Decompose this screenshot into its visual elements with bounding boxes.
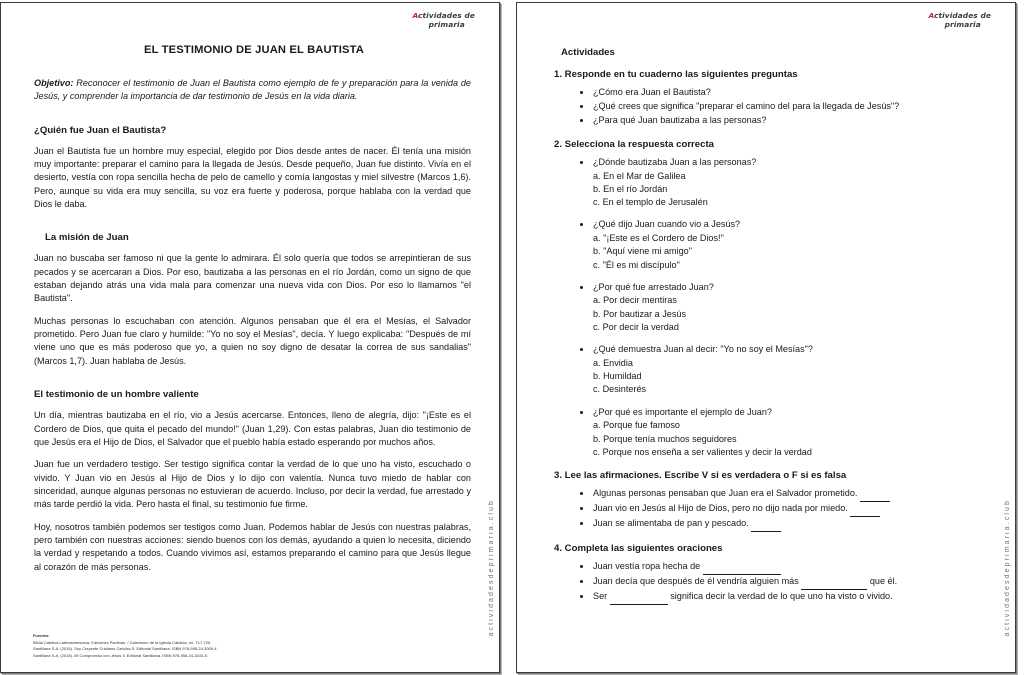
sentence-before: Juan decía que después de él vendría alguien más (593, 576, 802, 587)
list-item: ¿Cómo era Juan el Bautista? (593, 86, 993, 100)
answer-blank[interactable] (850, 502, 880, 517)
activity-1-heading: 1. Responde en tu cuaderno las siguientes preguntas (554, 69, 798, 80)
objective-text: Reconocer el testimonio de Juan el Bautista como ejemplo de fe y preparación para la venida de Jesús, y comprender la importancia de dar testimonio de Jesús en la vida diaria. (34, 78, 471, 102)
brand-logo (928, 12, 991, 29)
question-text: ¿Dónde bautizaba Juan a las personas? (593, 156, 757, 167)
list-item (593, 502, 993, 517)
list-item (593, 406, 993, 459)
question-text: ¿Por qué es importante el ejemplo de Juan? (593, 406, 772, 417)
objective-statement (34, 77, 471, 104)
option-list (593, 419, 993, 459)
option-list (593, 170, 993, 210)
list-item: ¿Qué crees que significa "preparar el camino del para la llegada de Jesús"? (593, 100, 993, 114)
section-heading-el-testimonio: El testimonio de un hombre valiente (34, 389, 199, 401)
brand-line1 (412, 11, 475, 20)
answer-blank[interactable] (610, 590, 668, 605)
option-list (593, 357, 993, 397)
statement-text: Algunas personas pensaban que Juan era el Salvador prometido. (593, 488, 858, 499)
activity-1-list (547, 86, 993, 128)
activity-4-heading: 4. Completa las siguientes oraciones (554, 543, 723, 555)
option-a[interactable]: a. Envidia (593, 357, 633, 368)
section-heading-quien-fue: ¿Quién fue Juan el Bautista? (34, 124, 167, 136)
question-text: ¿Por qué fue arrestado Juan? (593, 281, 714, 292)
option-a[interactable]: a. En el Mar de Galilea (593, 170, 686, 181)
sentence-before: Juan vestía ropa hecha de (593, 561, 703, 572)
brand-line1-rest: ctividades de (934, 11, 991, 20)
activity-2-heading: 2. Selecciona la respuesta correcta (554, 138, 714, 150)
brand-line2: primaria (944, 19, 981, 29)
activity-4-list (547, 560, 993, 605)
list-item (593, 560, 993, 575)
source-line: Santillana S.A. (2015). Soy Creyente Cristiano Católico 5. Editorial Santillana. ISBN 978-958-24-3005-4. (33, 646, 218, 652)
sentence-before: Ser (593, 591, 610, 602)
option-b[interactable]: b. Humildad (593, 371, 642, 382)
paragraph: Hoy, nosotros también podemos ser testigos como Juan. Podemos hablar de Jesús con nuestras palabras, pero también con nuestras acciones: siendo buenos con los demás, ayudando a quien lo necesita, diciendo la verdad y respetando a todos. Cuando vivimos así, estamos preparando el camino para que Jesús llegue al corazón de más personas. (34, 521, 471, 572)
brand-line2: primaria (428, 19, 465, 29)
option-b[interactable]: b. "Aquí viene mi amigo" (593, 246, 692, 257)
option-c[interactable]: c. Por decir la verdad (593, 321, 679, 332)
list-item (593, 575, 993, 590)
paragraph: Juan no buscaba ser famoso ni que la gente lo admirara. Él solo quería que todos se arrepintieran de sus pecados y se acercaran a Dios. Por eso, bautizaba a las personas en el río Jordán, como un signo de que estaban dejando atrás una vida mala para comenzar una nueva vida con Dios. Por eso lo llamamos "el Bautista". (34, 253, 471, 304)
site-watermark: actividadesdeprimaria.club (488, 498, 495, 636)
option-b[interactable]: b. Porque tenía muchos seguidores (593, 433, 737, 444)
sentence-after: significa decir la verdad de lo que uno ha visto o vivido. (667, 591, 893, 602)
sources-footer (33, 633, 218, 660)
option-c[interactable]: c. En el templo de Jerusalén (593, 197, 708, 208)
sources-label: Fuentes: (33, 632, 50, 638)
activity-2-list (547, 156, 993, 459)
option-list (593, 294, 993, 334)
page-title: EL TESTIMONIO DE JUAN EL BAUTISTA (143, 44, 364, 56)
list-item (593, 218, 993, 271)
brand-line1-rest: ctividades de (418, 11, 475, 20)
answer-blank[interactable] (801, 575, 867, 590)
list-item (593, 156, 993, 209)
brand-logo (412, 12, 475, 29)
statement-text: Juan vio en Jesús al Hijo de Dios, pero no dijo nada por miedo. (593, 503, 848, 514)
source-line: Biblia Católica Latinoamericana, Ediciones Paulinas. / Catecismo de la Iglesia Católica, nn. 717-720. (33, 639, 212, 645)
sentence-after: que él. (867, 576, 898, 587)
list-item (593, 487, 993, 502)
answer-blank[interactable] (860, 487, 890, 502)
source-line: Santillana S.A. (2018). Mi Compromiso con Jesús 3. Editorial Santillana. ISBN 978-958-24-3433-5. (33, 653, 208, 659)
option-a[interactable]: a. Por decir mentiras (593, 295, 677, 306)
activities-title: Actividades (561, 47, 615, 58)
answer-blank[interactable] (751, 517, 781, 532)
option-list (593, 232, 993, 272)
statement-text: Juan se alimentaba de pan y pescado. (593, 518, 749, 529)
question-text: ¿Qué dijo Juan cuando vio a Jesús? (593, 219, 741, 230)
paragraph: Un día, mientras bautizaba en el río, vio a Jesús acercarse. Entonces, lleno de alegría, dijo: "¡Este es el Cordero de Dios, que quita el pecado del mundo!" (Juan 1,29). Con estas palabras, Juan dio testimonio de que Jesús era el Hijo de Dios, el Salvador que el pueblo había estado esperando por muchos años. (34, 410, 471, 447)
paragraph: Juan fue un verdadero testigo. Ser testigo significa contar la verdad de lo que uno ha visto, escuchado o vivido. Y Juan vio en Jesús al Hijo de Dios y lo dijo con valentía. Nunca tuvo miedo de hablar con sinceridad, aunque algunas personas no estuvieran de acuerdo. Incluso, por decir la verdad, fue arrestado y más tarde perdió la vida. Pero hasta el final, su testimonio fue firme. (34, 459, 471, 510)
objective-label: Objetivo: (34, 78, 74, 88)
activity-3-heading: 3. Lee las afirmaciones. Escribe V si es verdadera o F si es falsa (554, 470, 847, 482)
list-item (593, 517, 993, 532)
option-c[interactable]: c. Porque nos enseña a ser valientes y decir la verdad (593, 446, 812, 457)
option-c[interactable]: c. "Él es mi discípulo" (593, 259, 680, 270)
option-b[interactable]: b. Por bautizar a Jesús (593, 308, 687, 319)
list-item: ¿Para qué Juan bautizaba a las personas? (593, 114, 993, 128)
option-c[interactable]: c. Desinterés (593, 384, 647, 395)
paragraph: Juan el Bautista fue un hombre muy especial, elegido por Dios desde antes de nacer. Él tenía una misión muy importante: preparar el camino para la llegada de Jesús. Desde pequeño, Juan fue distinto. Vivía en el desierto, vestía con ropa sencilla hecha de pelo de camello y comía langostas y miel silvestre (Marcos 1,6). Pero, aunque su vida era muy sencilla, su voz era fuerte y poderosa, porque hablaba con la verdad que Dios le daba. (34, 145, 471, 209)
brand-line1 (928, 11, 991, 20)
brand-initial: A (928, 11, 935, 20)
page-1 (0, 2, 500, 673)
site-watermark: actividadesdeprimaria.club (1004, 498, 1011, 636)
option-b[interactable]: b. En el río Jordán (593, 183, 668, 194)
list-item (593, 281, 993, 334)
brand-initial: A (412, 11, 419, 20)
paragraph: Muchas personas lo escuchaban con atención. Algunos pensaban que él era el Mesías, el Salvador prometido. Pero Juan fue claro y humilde: "Yo no soy el Mesías", decía. Y luego explicaba: "Después de mí viene uno que es más poderoso que yo, a quien no soy digno de desatar la correa de sus sandalias" (Marcos 1,7). Juan hablaba de Jesús. (34, 315, 471, 366)
activity-3-list (547, 487, 993, 532)
option-a[interactable]: a. "¡Este es el Cordero de Dios!" (593, 233, 724, 243)
question-text: ¿Qué demuestra Juan al decir: "Yo no soy el Mesías"? (593, 344, 813, 355)
list-item (593, 590, 993, 605)
section-heading-la-mision: La misión de Juan (45, 232, 129, 244)
option-a[interactable]: a. Porque fue famoso (593, 420, 680, 431)
page-2 (516, 2, 1016, 673)
list-item (593, 343, 993, 396)
answer-blank[interactable] (703, 560, 781, 575)
